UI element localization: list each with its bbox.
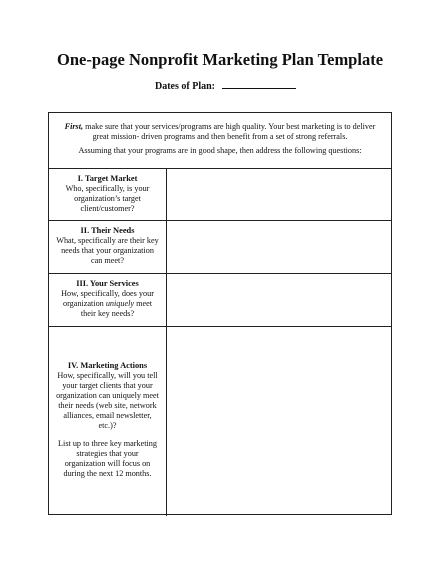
answer-cell[interactable] (167, 169, 391, 220)
plan-table (48, 112, 392, 515)
dates-blank-line[interactable] (222, 80, 296, 89)
answer-field-marketing-actions[interactable] (167, 327, 391, 516)
section-question-2: List up to three key marketing strategies that your organization will focus on during the next 12 months. (58, 439, 157, 478)
section-question: How, specifically, will you tell your target clients that your organization can uniquely meet their needs (web site, network alliances, email newsletter, etc.)? (56, 371, 159, 430)
question-cell (49, 169, 167, 220)
question-cell (49, 274, 167, 326)
section-heading: I. Target Market (77, 174, 138, 183)
table-row-your-services (49, 274, 391, 327)
table-row-marketing-actions (49, 327, 391, 516)
answer-field-their-needs[interactable] (167, 221, 391, 273)
intro-cell (49, 113, 391, 169)
intro-paragraph-2: Assuming that your programs are in good shape, then address the following questions: (78, 146, 362, 155)
answer-field-target-market[interactable] (167, 169, 391, 220)
question-cell (49, 221, 167, 273)
dates-label: Dates of Plan: (155, 81, 215, 92)
section-question: What, specifically are their key needs that your organization can meet? (56, 236, 159, 265)
document-title: One-page Nonprofit Marketing Plan Template (56, 50, 384, 69)
intro-first-word: First, (64, 122, 84, 131)
section-heading: III. Your Services (76, 279, 139, 288)
answer-field-your-services[interactable] (167, 274, 391, 326)
section-heading: IV. Marketing Actions (67, 361, 148, 370)
intro-text-1: make sure that your services/programs are high quality. Your best marketing is to deliver great mission- driven programs and then benefit from a set of strong referrals. (83, 122, 376, 141)
section-question-post: meet their key needs? (80, 299, 152, 318)
question-cell (49, 327, 167, 516)
section-question (55, 289, 160, 319)
table-row-their-needs (49, 221, 391, 274)
answer-cell[interactable] (167, 327, 391, 516)
section-question-emphasis: uniquely (105, 299, 135, 308)
intro-paragraph-1 (57, 122, 383, 142)
section-heading: II. Their Needs (80, 226, 135, 235)
answer-cell[interactable] (167, 221, 391, 273)
section-question-pre: How, specifically, does your organization (61, 289, 154, 308)
dates-of-plan (155, 80, 296, 92)
section-question: Who, specifically, is your organization’s target client/customer? (65, 184, 150, 213)
answer-cell[interactable] (167, 274, 391, 326)
table-row-target-market (49, 169, 391, 221)
